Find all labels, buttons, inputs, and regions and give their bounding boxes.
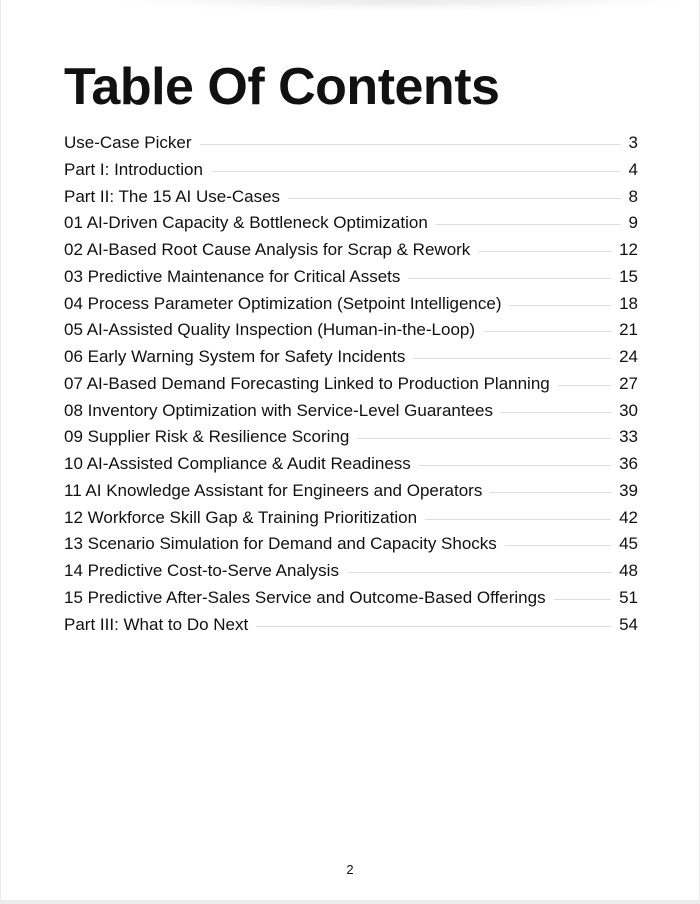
toc-entry[interactable] xyxy=(64,160,638,187)
toc-entry[interactable] xyxy=(64,561,638,588)
toc-leader-line xyxy=(288,198,620,199)
toc-entry-label: 08 Inventory Optimization with Service-Level Guarantees xyxy=(64,400,493,420)
toc-entry[interactable] xyxy=(64,481,638,508)
toc-entry-label: 12 Workforce Skill Gap & Training Prioritization xyxy=(64,507,418,527)
toc-leader-line xyxy=(554,599,611,600)
toc-entry[interactable] xyxy=(64,133,638,160)
toc-leader-line xyxy=(558,385,611,386)
toc-entry-page: 30 xyxy=(619,400,638,420)
toc-entry-page: 48 xyxy=(619,561,638,580)
toc-entry[interactable] xyxy=(64,401,638,428)
toc-entry[interactable] xyxy=(64,294,638,321)
toc-entry-page: 15 xyxy=(619,266,638,286)
toc-entry-page: 33 xyxy=(619,427,638,447)
toc-entry-label: 01 AI-Driven Capacity & Bottleneck Optimization xyxy=(64,213,428,233)
toc-entry-page: 27 xyxy=(619,373,638,393)
toc-entry-label: Part II: The 15 AI Use-Cases xyxy=(64,186,281,206)
toc-leader-line xyxy=(200,144,621,145)
toc-entry[interactable] xyxy=(64,187,638,214)
toc-entry[interactable] xyxy=(64,267,638,294)
toc-leader-line xyxy=(436,224,621,225)
toc-leader-line xyxy=(419,465,611,466)
toc-entry-page: 36 xyxy=(619,454,638,473)
toc-entry-label: Part I: Introduction xyxy=(64,159,203,179)
toc-entry-label: 07 AI-Based Demand Forecasting Linked to Production Planning xyxy=(64,373,550,393)
toc-entry-label: 13 Scenario Simulation for Demand and Capacity Shocks xyxy=(64,534,497,554)
toc-entry-label: 05 AI-Assisted Quality Inspection (Human-in-the-Loop) xyxy=(64,320,476,340)
toc-entry-label: 02 AI-Based Root Cause Analysis for Scrap & Rework xyxy=(64,240,471,259)
toc-entry-label: 10 AI-Assisted Compliance & Audit Readiness xyxy=(64,454,411,473)
toc-entry-label: 04 Process Parameter Optimization (Setpoint Intelligence) xyxy=(64,293,502,313)
toc-entry[interactable] xyxy=(64,508,638,535)
document-page xyxy=(1,0,699,900)
toc-entry[interactable] xyxy=(64,347,638,374)
toc-entry[interactable] xyxy=(64,374,638,401)
toc-leader-line xyxy=(347,572,611,573)
toc-leader-line xyxy=(357,438,611,439)
toc-entry[interactable] xyxy=(64,454,638,481)
toc-entry[interactable] xyxy=(64,588,638,615)
toc-leader-line xyxy=(509,305,611,306)
toc-entry-label: 06 Early Warning System for Safety Incidents xyxy=(64,347,406,366)
toc-leader-line xyxy=(413,358,611,359)
toc-entry-page: 24 xyxy=(619,347,638,366)
page-top-shadow xyxy=(101,0,699,10)
toc-entry-page: 12 xyxy=(619,240,638,259)
toc-entry-page: 39 xyxy=(619,480,638,500)
toc-entry-label: 09 Supplier Risk & Resilience Scoring xyxy=(64,427,350,447)
toc-leader-line xyxy=(425,519,611,520)
toc-leader-line xyxy=(211,171,621,172)
toc-entry-label: 15 Predictive After-Sales Service and Outcome-Based Offerings xyxy=(64,587,546,607)
toc-entry-page: 4 xyxy=(628,159,638,179)
toc-entry[interactable] xyxy=(64,534,638,561)
toc-leader-line xyxy=(256,626,611,627)
page-number: 2 xyxy=(346,862,354,877)
toc-entry[interactable] xyxy=(64,213,638,240)
toc-leader-line xyxy=(501,412,611,413)
toc-entry[interactable] xyxy=(64,240,638,267)
toc-entry[interactable] xyxy=(64,615,638,642)
toc-leader-line xyxy=(483,331,611,332)
toc-entry-label: Part III: What to Do Next xyxy=(64,614,249,634)
toc-leader-line xyxy=(478,251,611,252)
toc-entry-label: 14 Predictive Cost-to-Serve Analysis xyxy=(64,561,339,580)
toc-entry-page: 45 xyxy=(619,534,638,554)
toc-entry-label: 03 Predictive Maintenance for Critical Assets xyxy=(64,266,401,286)
toc-entry-page: 42 xyxy=(619,507,638,527)
toc-leader-line xyxy=(505,545,611,546)
table-of-contents xyxy=(64,133,638,641)
toc-entry[interactable] xyxy=(64,320,638,347)
toc-entry-page: 8 xyxy=(628,186,638,206)
toc-entry-label: 11 AI Knowledge Assistant for Engineers and Operators xyxy=(64,480,483,500)
page-title: Table Of Contents xyxy=(64,58,500,116)
toc-entry-label: Use-Case Picker xyxy=(64,133,192,152)
toc-entry-page: 9 xyxy=(628,213,638,233)
toc-leader-line xyxy=(490,492,611,493)
toc-entry-page: 21 xyxy=(619,320,638,340)
toc-entry-page: 54 xyxy=(619,614,638,634)
toc-leader-line xyxy=(408,278,611,279)
toc-entry[interactable] xyxy=(64,427,638,454)
toc-entry-page: 51 xyxy=(619,587,638,607)
toc-entry-page: 3 xyxy=(628,133,638,152)
toc-entry-page: 18 xyxy=(619,293,638,313)
